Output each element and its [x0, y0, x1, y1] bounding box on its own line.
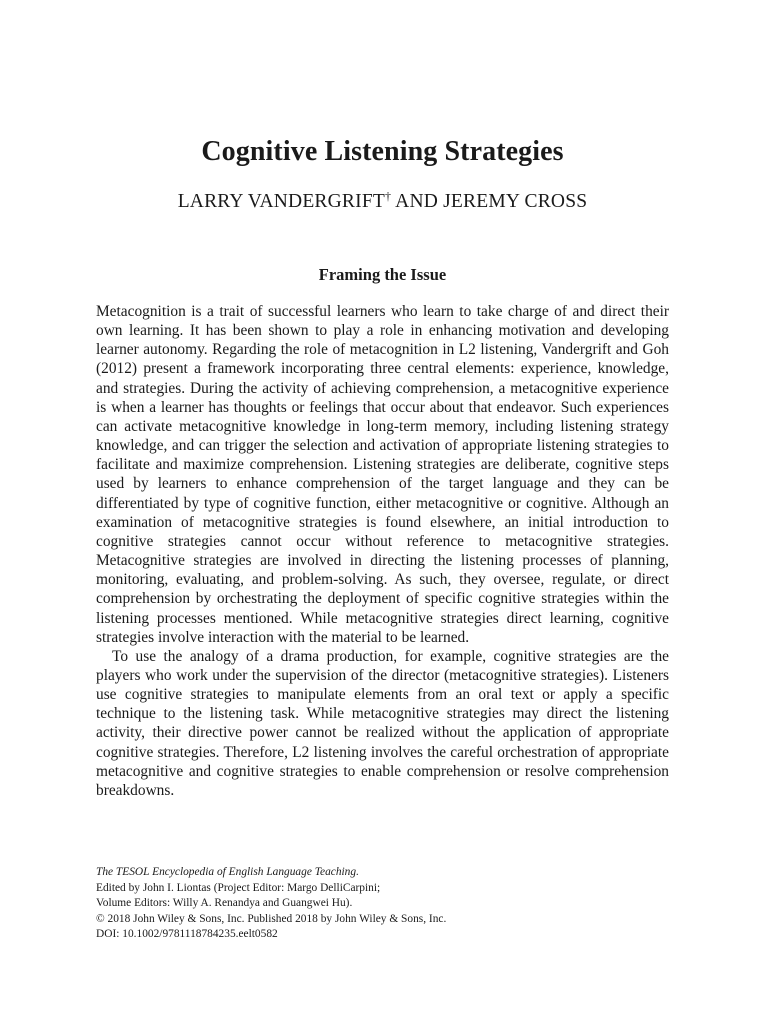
footer-book-title: The TESOL Encyclopedia of English Language Teaching.: [96, 866, 359, 878]
footer-editors: Edited by John I. Liontas (Project Editor: Margo DelliCarpini;: [96, 881, 381, 894]
footer-volume-editors: Volume Editors: Willy A. Renandya and Guangwei Hu).: [96, 897, 353, 910]
deceased-dagger-mark: †: [384, 189, 392, 203]
body-paragraph: To use the analogy of a drama production, for example, cognitive strategies are the players who work under the supervision of the director (metacognitive strategies). Listeners use cognitive strategies to manipulate elements from an oral text or apply a specific technique to the listening task. While metacognitive strategies may direct the listening activity, their directive power cannot be realized without the application of appropriate cognitive strategies. Therefore, L2 listening involves the careful orchestration of appropriate metacognitive and cognitive strategies to enable comprehension or resolve comprehension breakdowns.: [96, 647, 669, 799]
footer-copyright: © 2018 John Wiley & Sons, Inc. Published 2018 by John Wiley & Sons, Inc.: [96, 912, 447, 925]
citation-footer: [96, 865, 669, 943]
article-page: [96, 0, 669, 1024]
article-title: Cognitive Listening Strategies: [201, 136, 564, 167]
section-heading: Framing the Issue: [318, 265, 447, 284]
footer-doi: DOI: 10.1002/9781118784235.eelt0582: [96, 928, 278, 941]
body-paragraph: Metacognition is a trait of successful learners who learn to take charge of and direct their own learning. It has been shown to play a role in enhancing motivation and developing learner autonomy. Regarding the role of metacognition in L2 listening, Vandergrift and Goh (2012) present a framework incorporating three central elements: experience, knowledge, and strategies. During the activity of achieving comprehension, a metacognitive experience is when a learner has thoughts or feelings that occur about that endeavor. Such experiences can activate metacognitive knowledge in long-term memory, including listening strategy knowledge, and can trigger the selection and activation of appropriate listening strategies to facilitate and maximize comprehension. Listening strategies are deliberate, cognitive steps used by learners to enhance comprehension of the target language and they can be differentiated by type of cognitive function, either metacognitive or cognitive. Although an examination of metacognitive strategies is found elsewhere, an initial introduction to cognitive strategies cannot occur without reference to metacognitive strategies. Metacognitive strategies are involved in directing the listening processes of planning, monitoring, evaluating, and problem-solving. As such, they oversee, regulate, or direct comprehension by orchestrating the deployment of specific cognitive strategies within the listening processes mentioned. While metacognitive strategies direct learning, cognitive strategies involve interaction with the material to be learned.: [96, 303, 669, 646]
author-rest: AND JEREMY CROSS: [391, 191, 588, 212]
author-first: LARRY VANDERGRIFT: [177, 191, 385, 212]
article-body: [96, 302, 669, 800]
article-authors: [96, 189, 669, 215]
